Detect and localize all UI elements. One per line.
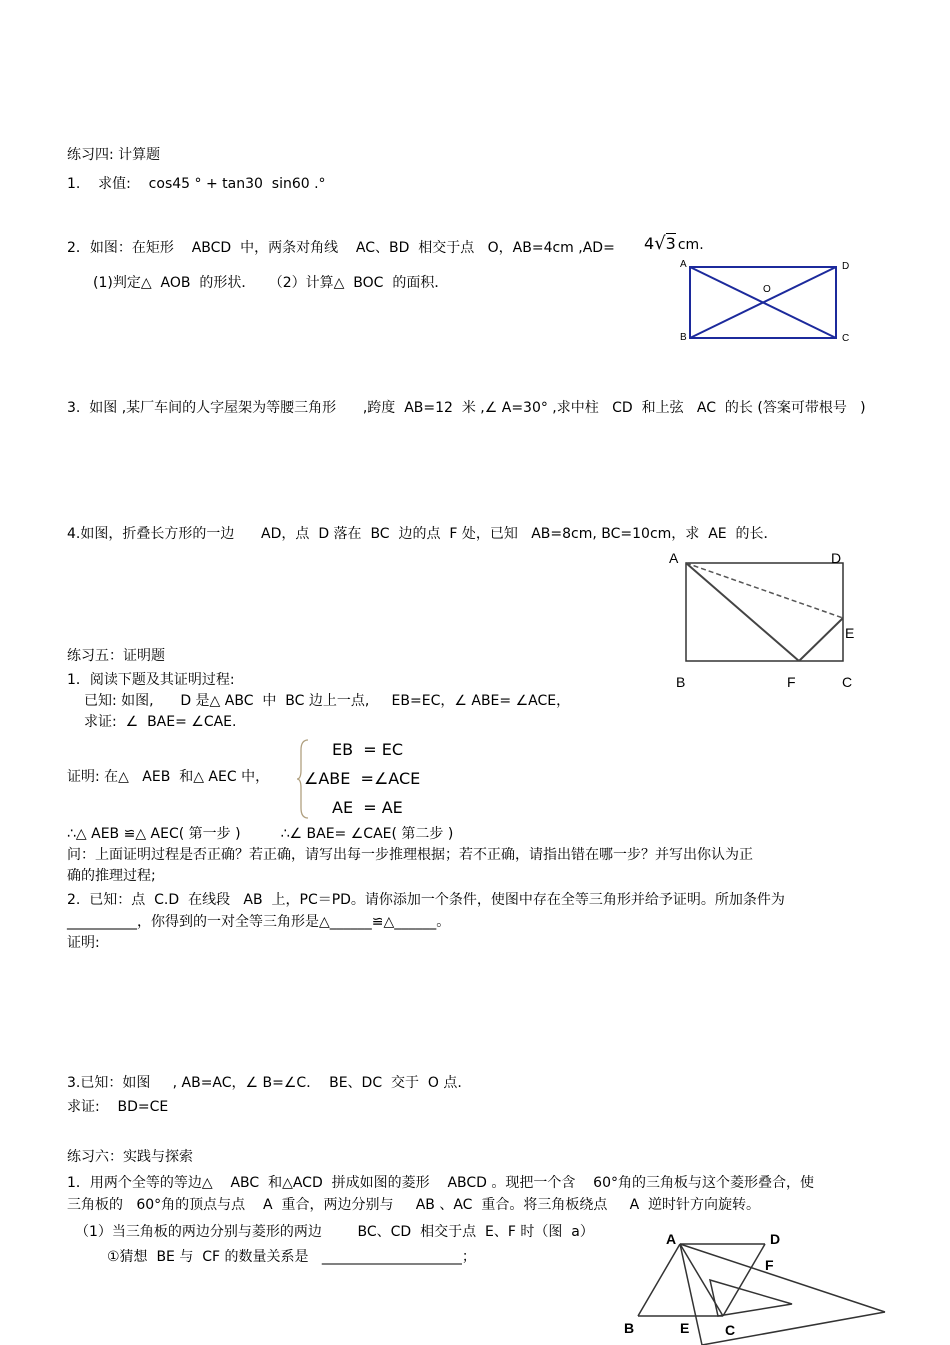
fig6-label-b: B xyxy=(624,1320,635,1336)
proof-question-line-2: 确的推理过程; xyxy=(67,868,156,884)
question-2: 2．如图：在矩形 ABCD 中，两条对角线 AC、BD 相交于点 O，AB=4cm ,AD= xyxy=(67,240,615,256)
folded-rectangle-figure xyxy=(680,555,850,670)
fig2-label-d: D xyxy=(842,261,850,272)
fig6-label-a: A xyxy=(666,1231,677,1247)
fig6-label-c: C xyxy=(725,1322,736,1338)
fig4-label-a: A xyxy=(669,550,679,566)
segment-fe xyxy=(799,618,843,661)
proof-q3-line-1: 3.已知：如图 , AB=AC，∠ B=∠C． BE、DC 交于 O 点. xyxy=(67,1075,462,1091)
section-5-heading: 练习五：证明题 xyxy=(67,648,165,664)
section-6-heading: 练习六：实践与探索 xyxy=(67,1149,193,1165)
question-4: 4.如图，折叠长方形的一边 AD，点 D 落在 BC 边的点 F 处，已知 AB=8cm, BC=10cm，求 AE 的长． xyxy=(67,526,778,542)
question-3: 3. 如图 ,某厂车间的人字屋架为等腰三角形 ,跨度 AB=12 米 ,∠ A=30° ,求中柱 CD 和上弦 AC 的长 (答案可带根号 ) xyxy=(67,400,866,416)
fig4-label-c: C xyxy=(842,674,853,690)
proof-question-line-1: 问：上面证明过程是否正确？若正确，请写出每一步推理根据；若不正确，请指出错在哪一步？并写出你认为正 xyxy=(67,847,753,863)
fig2-label-b: B xyxy=(680,332,687,343)
system-line-2: ∠ABE =∠ACE xyxy=(304,769,421,788)
proof-q2-line-1: 2. 已知：点 C.D 在线段 AB 上，PC＝PD。请你添加一个条件，使图中存在全等三角形并给予证明。所加条件为 xyxy=(67,892,785,908)
rhombus-side-cd xyxy=(723,1244,765,1316)
fig4-label-f: F xyxy=(787,674,796,690)
proof-steps: ∴△ AEB ≌△ AEC( 第一步 ) ∴∠ BAE= ∠CAE( 第二步 ) xyxy=(67,826,454,842)
fig6-label-f: F xyxy=(765,1257,774,1273)
practice-line-1: 1．用两个全等的等边△ ABC 和△ACD 拼成如图的菱形 ABCD 。现把一个含 60°角的三角板与这个菱形叠合，使 xyxy=(67,1175,814,1191)
segment-af xyxy=(686,563,799,661)
proof-lead: 证明: 在△ AEB 和△ AEC 中， xyxy=(67,769,270,785)
small-triangle xyxy=(710,1280,792,1316)
fig4-label-e: E xyxy=(845,625,855,641)
rectangle-abcd xyxy=(686,563,843,661)
proof-q1-prove: 求证: ∠ BAE= ∠CAE. xyxy=(84,714,237,730)
proof-q2-proof-label: 证明: xyxy=(67,935,100,951)
section-4-heading: 练习四: 计算题 xyxy=(67,147,161,163)
fig6-label-d: D xyxy=(770,1231,781,1247)
rhombus-figure xyxy=(620,1228,900,1345)
fig2-label-o: O xyxy=(763,284,771,295)
practice-line-3: （1）当三角板的两边分别与菱形的两边 BC、CD 相交于点 E、F 时（图 a） xyxy=(75,1224,594,1240)
fig2-label-c: C xyxy=(842,333,850,344)
rhombus-side-ab xyxy=(638,1244,680,1316)
system-line-1: EB = EC xyxy=(332,740,404,759)
question-2-subparts: (1)判定△ AOB 的形状． （2）计算△ BOC 的面积． xyxy=(93,275,449,291)
practice-line-4: ①猜想 BE 与 CF 的数量关系是 ____________________； xyxy=(107,1249,476,1265)
system-line-3: AE = AE xyxy=(332,798,403,817)
fig6-label-e: E xyxy=(680,1320,690,1336)
fig4-label-d: D xyxy=(831,550,842,566)
fold-line-ae xyxy=(686,563,843,618)
question-2-radical: 4√3 cm. xyxy=(644,233,704,254)
fig4-label-b: B xyxy=(676,674,686,690)
practice-line-2: 三角板的 60°角的顶点与点 A 重合，两边分别与 AB 、AC 重合。将三角板绕点 A 逆时针方向旋转。 xyxy=(67,1197,761,1213)
proof-q1-given: 已知: 如图, D 是△ ABC 中 BC 边上一点, EB=EC，∠ ABE= ∠ACE， xyxy=(84,693,571,709)
proof-q2-line-2: __________，你得到的一对全等三角形是△______≌△______。 xyxy=(67,914,451,930)
proof-q3-line-2: 求证: BD=CE xyxy=(67,1099,169,1115)
proof-q1-intro: 1．阅读下题及其证明过程: xyxy=(67,672,235,688)
fig2-label-a: A xyxy=(680,259,687,270)
diagonal-ac xyxy=(680,1244,723,1316)
question-1: 1. 求值: cos45 ° + tan30 sin60 .° xyxy=(67,176,326,192)
rectangle-figure xyxy=(660,255,860,350)
